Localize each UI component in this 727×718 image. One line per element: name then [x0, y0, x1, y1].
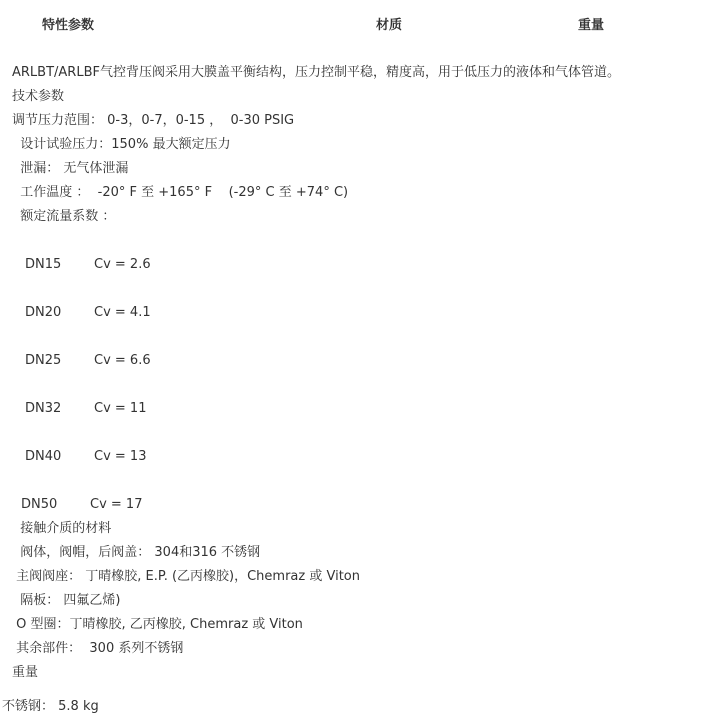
material-seat: 主阀阀座： 丁晴橡胶, E.P. (乙丙橡胶)，Chemraz 或 Viton [12, 569, 360, 584]
cv-row-value: Cv = 13 [94, 449, 147, 464]
cv-row-value: Cv = 2.6 [94, 257, 151, 272]
cv-row-dn: DN20 [25, 305, 62, 320]
temperature: 工作温度 ： -20° F 至 +165° F (-29° C 至 +74° C) [12, 185, 349, 200]
header-features: 特性参数 [42, 18, 95, 33]
table-header [0, 14, 727, 34]
cv-row-value: Cv = 17 [90, 497, 143, 512]
materials-title: 接触介质的材料 [12, 521, 112, 536]
cv-row-dn: DN15 [25, 257, 62, 272]
cv-row-value: Cv = 11 [94, 401, 147, 416]
tech-params-title: 技术参数 [12, 89, 65, 104]
material-body: 阀体，阀帽，后阀盖： 304和316 不锈钢 [12, 545, 261, 560]
header-material: 材质 [376, 18, 403, 33]
weight-value: 不锈钢： 5.8 kg [2, 699, 99, 714]
material-others: 其余部件： 300 系列不锈钢 [12, 641, 184, 656]
header-weight: 重量 [578, 18, 605, 33]
test-pressure: 设计试验压力：150% 最大额定压力 [12, 137, 231, 152]
weight-title: 重量 [12, 665, 39, 680]
material-oring: O 型圈：丁晴橡胶, 乙丙橡胶, Chemraz 或 Viton [12, 617, 303, 632]
cv-row-value: Cv = 4.1 [94, 305, 151, 320]
material-diaphragm: 隔板： 四氟乙烯) [12, 593, 121, 608]
intro-text: ARLBT/ARLBF气控背压阀采用大膜盖平衡结构，压力控制平稳，精度高，用于低压力的液体和气体管道。 [12, 65, 620, 80]
pressure-range: 调节压力范围： 0-3，0-7，0-15 ， 0-30 PSIG [12, 113, 295, 128]
cv-row-value: Cv = 6.6 [94, 353, 151, 368]
cv-row-dn: DN25 [25, 353, 62, 368]
leakage: 泄漏： 无气体泄漏 [12, 161, 129, 176]
cv-row-dn: DN50 [21, 497, 58, 512]
cv-row-dn: DN32 [25, 401, 62, 416]
cv-title: 额定流量系数 ： [12, 209, 116, 224]
cv-row-dn: DN40 [25, 449, 62, 464]
